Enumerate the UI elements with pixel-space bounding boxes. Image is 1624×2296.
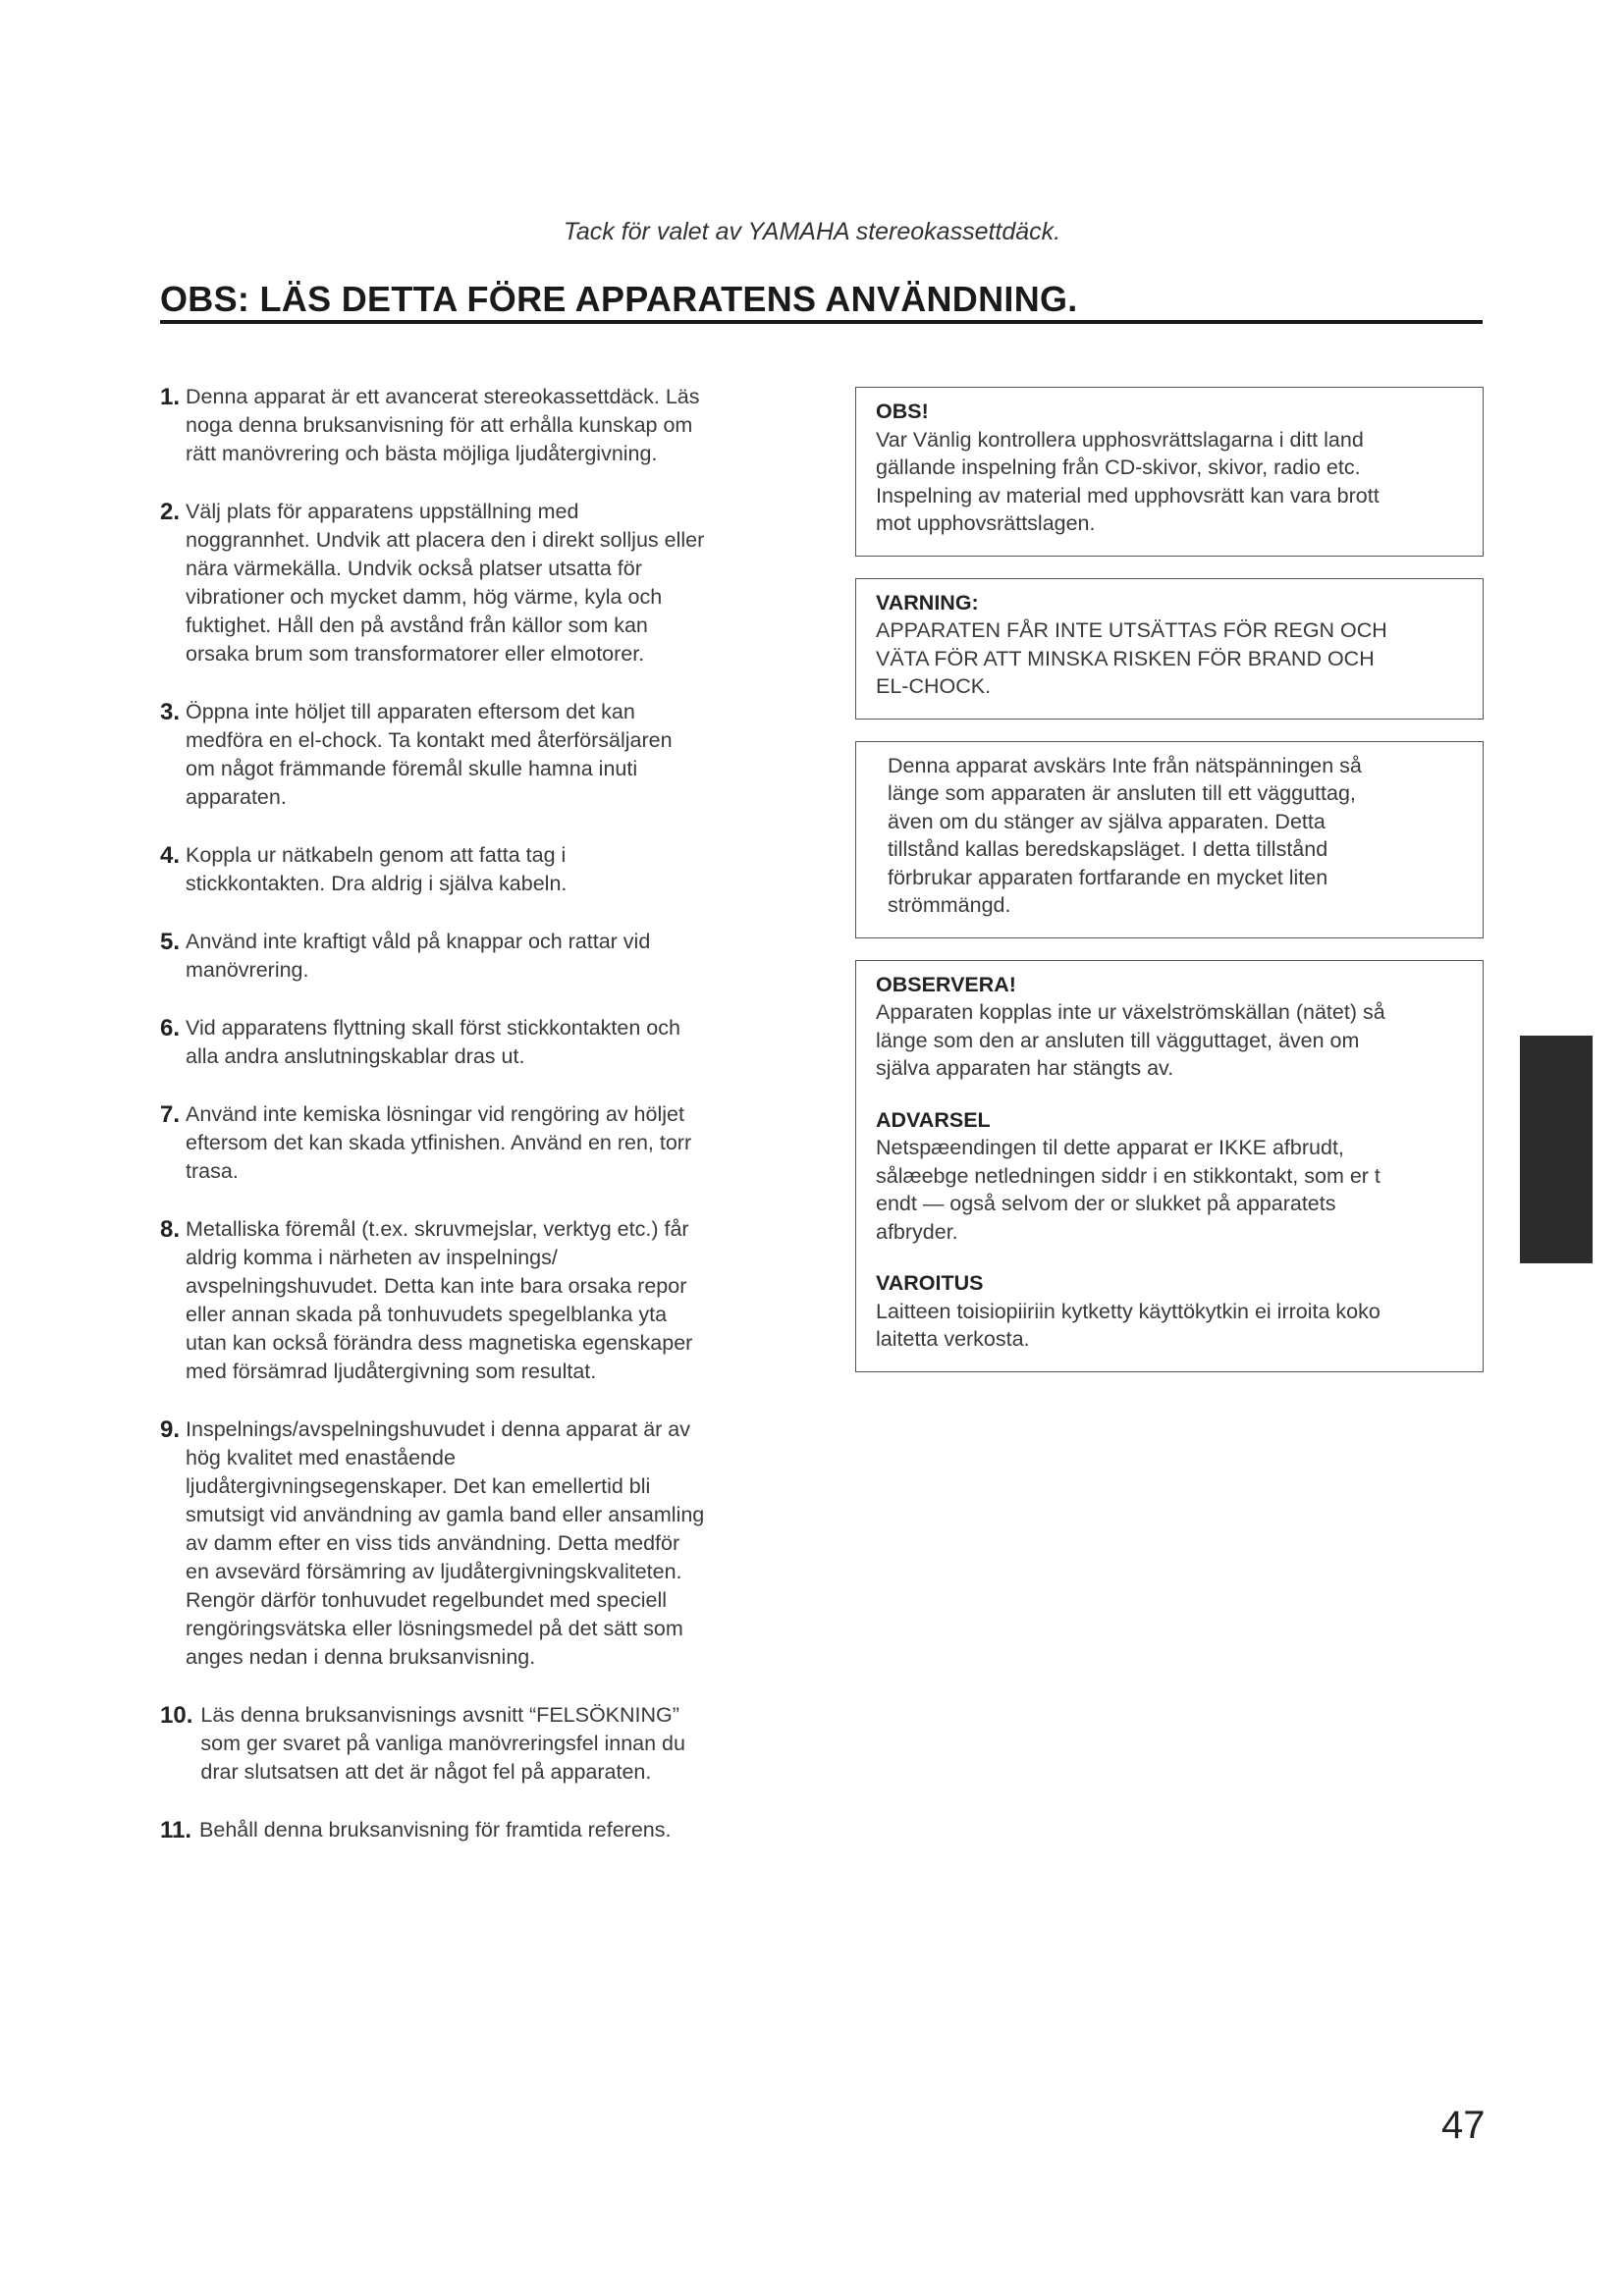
section-tab-marker xyxy=(1520,1036,1593,1263)
multilanguage-notice-box xyxy=(855,960,1484,1372)
instruction-item-4 xyxy=(160,841,798,898)
instruction-item-2 xyxy=(160,498,798,668)
instruction-item-9 xyxy=(160,1415,798,1672)
item-number: 8. xyxy=(160,1216,181,1243)
item-text: Denna apparat är ett avancerat stereokassettdäck. Läs noga denna bruksanvisning för att erhålla kunskap om rätt manövrering och bästa möjliga ljudåtergivning. xyxy=(186,385,700,465)
instruction-item-5 xyxy=(160,928,798,985)
observera-section xyxy=(876,971,1463,1083)
standby-text: Denna apparat avskärs Inte från nätspänningen så länge som apparaten är ansluten till ett vägguttag, även om du stänger av själva apparaten. Detta tillstånd kallas beredskapsläget. I detta tillstånd förbrukar apparaten fortfarande en mycket liten strömmängd. xyxy=(888,753,1362,917)
varoitus-heading: VAROITUS xyxy=(876,1271,984,1295)
advarsel-section xyxy=(876,1106,1463,1247)
notice-column xyxy=(855,387,1484,1394)
observera-heading: OBSERVERA! xyxy=(876,972,1016,996)
standby-notice-box xyxy=(855,741,1484,938)
item-number: 4. xyxy=(160,842,181,869)
item-text: Koppla ur nätkabeln genom att fatta tag i stickkontakten. Dra aldrig i själva kabeln. xyxy=(186,843,568,895)
instruction-item-10 xyxy=(160,1701,798,1787)
page-number: 47 xyxy=(1441,2104,1486,2147)
item-text: Använd inte kraftigt våld på knappar och rattar vid manövrering. xyxy=(186,930,651,982)
obs-text: Var Vänlig kontrollera upphosvrättslagarna i ditt land gällande inspelning från CD-skivor, skivor, radio etc. Inspelning av material med upphovsrätt kan vara brott mot upphovsrättslagen. xyxy=(876,427,1380,535)
obs-heading: OBS! xyxy=(876,400,929,423)
item-number: 11. xyxy=(160,1817,192,1843)
instruction-item-8 xyxy=(160,1215,798,1386)
item-text: Välj plats för apparatens uppställning med noggrannhet. Undvik att placera den i direkt solljus eller nära värmekälla. Undvik också platser utsatta för vibrationer och mycket damm, hög värme, kyla och fuktighet. Håll den på avstånd från källor som kan orsaka brum som transformatorer eller elmotorer. xyxy=(186,500,705,666)
instruction-item-1 xyxy=(160,383,798,468)
item-text: Öppna inte höljet till apparaten eftersom det kan medföra en el-chock. Ta kontakt med återförsäljaren om något främmande föremål skulle hamna inuti apparaten. xyxy=(186,700,673,809)
item-number: 2. xyxy=(160,499,181,525)
item-text: Metalliska föremål (t.ex. skruvmejslar, verktyg etc.) får aldrig komma i närheten av inspelnings/ avspelningshuvudet. Detta kan inte bara orsaka repor eller annan skada på tonhuvudets spegelblanka yta utan kan också förändra dess magnetiska egenskaper med försämrad ljudåtergivning som resultat. xyxy=(186,1217,693,1383)
item-number: 9. xyxy=(160,1416,181,1443)
item-number: 7. xyxy=(160,1101,181,1128)
advarsel-heading: ADVARSEL xyxy=(876,1107,991,1132)
tagline: Tack för valet av YAMAHA stereokassettdäck. xyxy=(563,218,1061,245)
advarsel-text: Netspæendingen til dette apparat er IKKE afbrudt, sålæebge netledningen siddr i en stikkontakt, som er t endt — også selvom der or slukket på apparatets afbryder. xyxy=(876,1136,1380,1244)
item-number: 10. xyxy=(160,1702,193,1729)
instruction-item-3 xyxy=(160,698,798,812)
page-title: OBS: LÄS DETTA FÖRE APPARATENS ANVÄNDNING. xyxy=(160,279,1078,319)
copyright-notice-box xyxy=(855,387,1484,557)
item-text: Använd inte kemiska lösningar vid rengöring av höljet eftersom det kan skada ytfinishen. Använd en ren, torr trasa. xyxy=(186,1102,692,1183)
varoitus-section xyxy=(876,1269,1463,1354)
instruction-item-7 xyxy=(160,1100,798,1186)
item-text: Behåll denna bruksanvisning för framtida referens. xyxy=(199,1818,672,1842)
observera-text: Apparaten kopplas inte ur växelströmskällan (nätet) så länge som den ar ansluten till vägguttaget, även om själva apparaten har stängts av. xyxy=(876,1000,1385,1080)
instruction-item-11 xyxy=(160,1816,798,1844)
varoitus-text: Laitteen toisiopiiriin kytketty käyttökytkin ei irroita koko laitetta verkosta. xyxy=(876,1299,1380,1351)
item-number: 5. xyxy=(160,929,181,955)
varning-text: APPARATEN FÅR INTE UTSÄTTAS FÖR REGN OCH VÄTA FÖR ATT MINSKA RISKEN FÖR BRAND OCH EL-CHOCK. xyxy=(876,618,1387,698)
instruction-item-6 xyxy=(160,1014,798,1071)
item-text: Inspelnings/avspelningshuvudet i denna apparat är av hög kvalitet med enastående ljudåtergivningsegenskaper. Det kan emellertid bli smutsigt vid användning av gamla band eller ansamling av damm efter en viss tids användning. Detta medför en avsevärd försämring av ljudåtergivningskvaliteten. Rengör därför tonhuvudet regelbundet med speciell rengöringsvätska eller lösningsmedel på det sätt som anges nedan i denna bruksanvisning. xyxy=(186,1417,705,1669)
item-number: 6. xyxy=(160,1015,181,1041)
item-number: 1. xyxy=(160,384,181,410)
title-underline xyxy=(160,320,1483,324)
item-text: Läs denna bruksanvisnings avsnitt “FELSÖKNING” som ger svaret på vanliga manövreringsfel innan du drar slutsatsen att det är något fel på apparaten. xyxy=(200,1703,685,1784)
instruction-list xyxy=(160,383,798,1874)
varning-heading: VARNING: xyxy=(876,590,979,614)
item-text: Vid apparatens flyttning skall först stickkontakten och alla andra anslutningskablar dras ut. xyxy=(186,1016,680,1068)
item-number: 3. xyxy=(160,699,181,725)
warning-box xyxy=(855,578,1484,720)
